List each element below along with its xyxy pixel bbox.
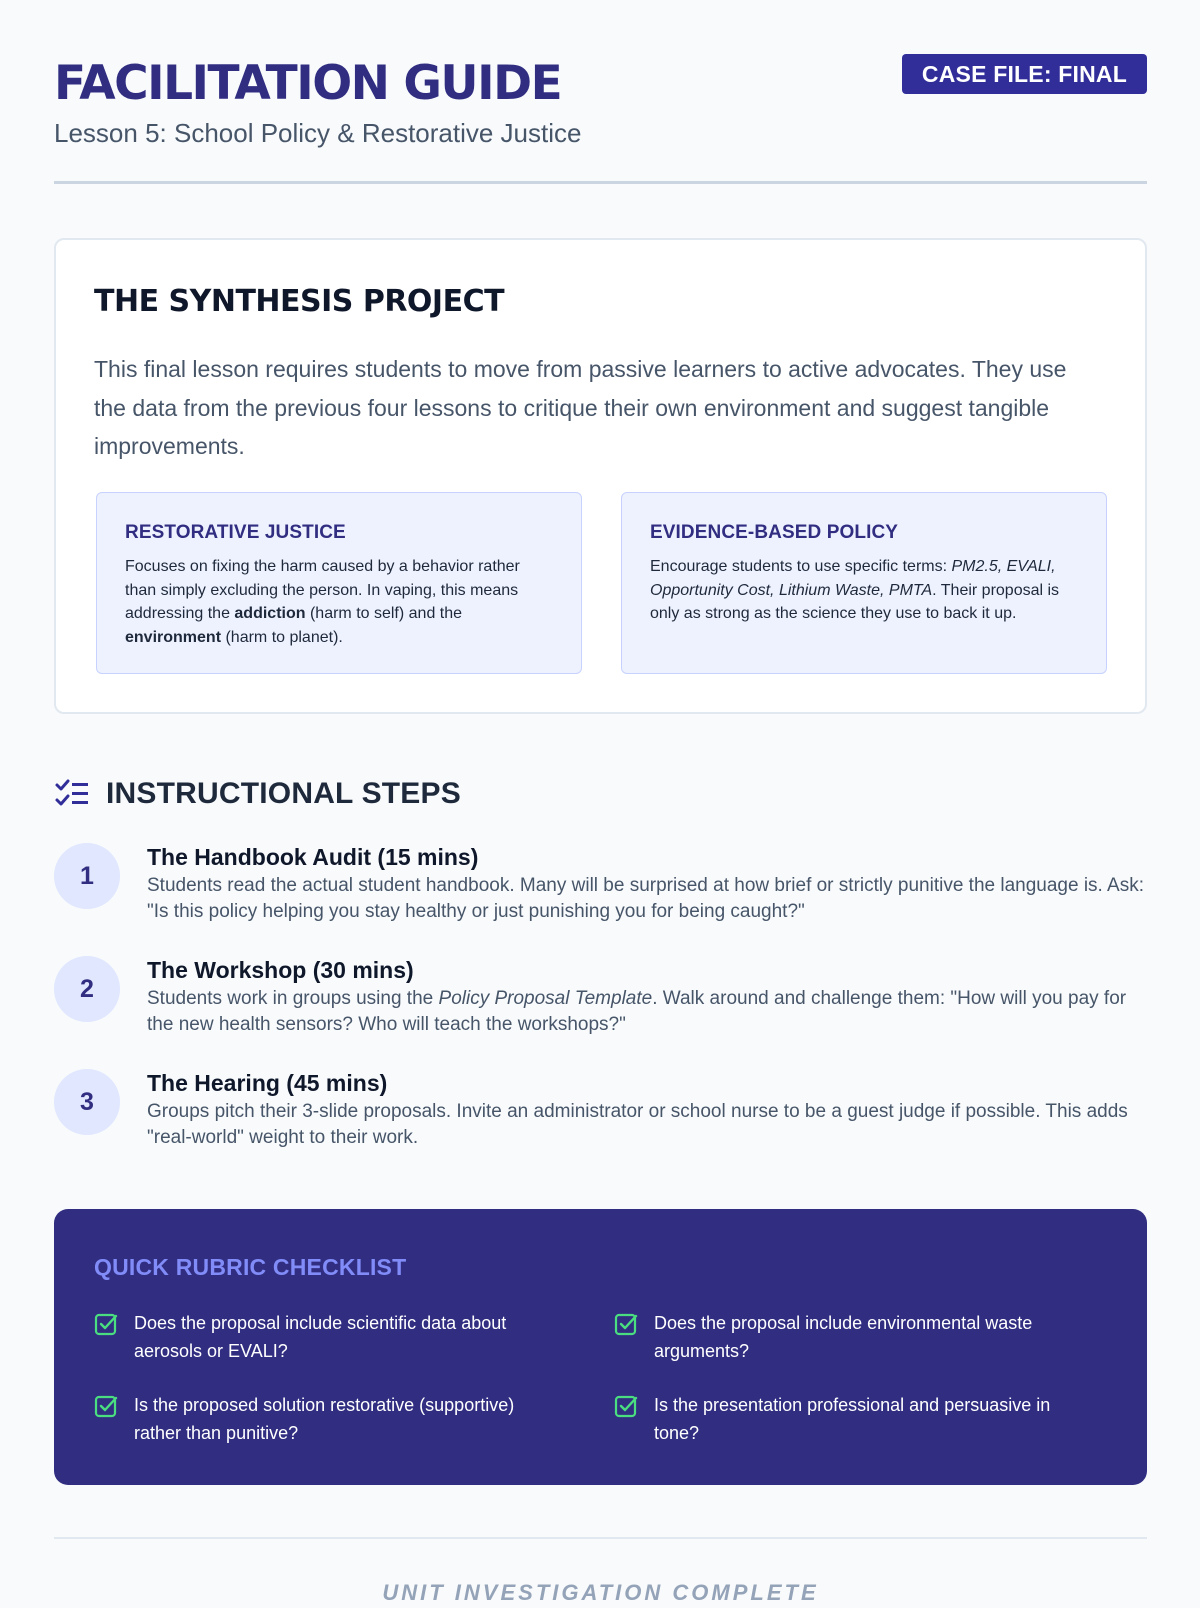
step-description: Students read the actual student handbook. Many will be surprised at how brief or strictly punitive the language is. Ask: "Is this policy helping you stay healthy or just punishing you for being caught?" <box>147 875 1145 922</box>
instructional-steps-title: INSTRUCTIONAL STEPS <box>106 777 461 810</box>
page-subtitle: Lesson 5: School Policy & Restorative Justice <box>54 118 582 148</box>
step-description: Groups pitch their 3-slide proposals. Invite an administrator or school nurse to be a guest judge if possible. This adds "real-world" weight to their work. <box>147 1101 1128 1148</box>
rubric-item-text: Is the presentation professional and persuasive in tone? <box>654 1395 1051 1443</box>
rubric-item-text: Does the proposal include environmental waste arguments? <box>654 1313 1033 1361</box>
case-file-badge: CASE FILE: FINAL <box>902 54 1147 94</box>
facilitation-guide-page <box>54 0 1147 1605</box>
step-title: The Handbook Audit (15 mins) <box>147 844 479 870</box>
check-square-icon <box>614 1312 638 1336</box>
concept-restorative-justice <box>96 492 582 674</box>
list-check-icon <box>54 776 90 812</box>
step-title: The Hearing (45 mins) <box>147 1070 388 1096</box>
synthesis-title: THE SYNTHESIS PROJECT <box>94 284 505 319</box>
concept-title: EVIDENCE-BASED POLICY <box>650 522 899 543</box>
page-title: FACILITATION GUIDE <box>54 56 562 111</box>
instructional-steps-heading <box>54 774 461 814</box>
step-title: The Workshop (30 mins) <box>147 957 414 983</box>
rubric-item <box>614 1391 1074 1447</box>
concept-title: RESTORATIVE JUSTICE <box>125 522 346 543</box>
concept-text: Encourage students to use specific terms: PM2.5, EVALI, Opportunity Cost, Lithium Waste, PMTA. Their proposal is only as strong as the science they use to back it up. <box>650 558 1060 622</box>
step-number: 3 <box>54 1069 120 1135</box>
concept-evidence-based-policy <box>621 492 1107 674</box>
step-description: Students work in groups using the Policy Proposal Template. Walk around and challenge them: "How will you pay for the new health sensors? Who will teach the workshops?" <box>147 988 1127 1035</box>
footer-text: UNIT INVESTIGATION COMPLETE <box>382 1580 819 1605</box>
step-number: 1 <box>54 843 120 909</box>
check-square-icon <box>94 1312 118 1336</box>
page-header <box>54 0 1147 184</box>
footer-divider <box>54 1537 1147 1539</box>
rubric-item-text: Is the proposed solution restorative (supportive) rather than punitive? <box>134 1395 515 1443</box>
check-square-icon <box>614 1394 638 1418</box>
rubric-title: QUICK RUBRIC CHECKLIST <box>94 1254 407 1280</box>
concept-text: Focuses on fixing the harm caused by a behavior rather than simply excluding the person. In vaping, this means addressing the addiction (harm to self) and the environment (harm to planet). <box>125 558 520 646</box>
rubric-item-text: Does the proposal include scientific data about aerosols or EVALI? <box>134 1313 507 1361</box>
rubric-item <box>94 1309 554 1365</box>
rubric-item <box>614 1309 1074 1365</box>
synthesis-description: This final lesson requires students to move from passive learners to active advocates. They use the data from the previous four lessons to critique their own environment and suggest tangible improvements. <box>94 356 1067 459</box>
rubric-checklist <box>54 1209 1147 1485</box>
rubric-item <box>94 1391 554 1447</box>
check-square-icon <box>94 1394 118 1418</box>
step-number: 2 <box>54 956 120 1022</box>
